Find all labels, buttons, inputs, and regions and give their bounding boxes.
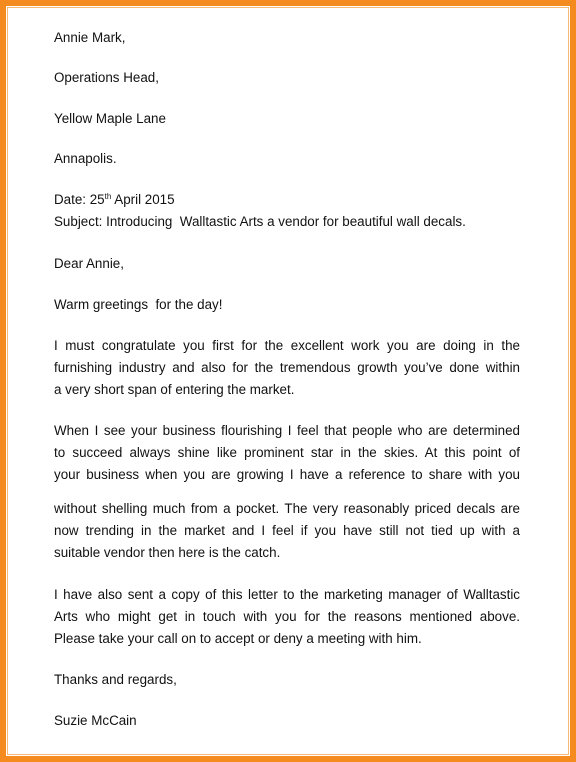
- letter-date: [54, 189, 175, 211]
- paragraph-2-line: your business when you are growing I have a reference to share with you: [54, 467, 520, 482]
- address-street: Yellow Maple Lane: [54, 111, 166, 126]
- paragraph-1-line: I must congratulate you first for the excellent work you are doing in the: [54, 338, 520, 353]
- paragraph-4-line: Please take your call on to accept or deny a meeting with him.: [54, 631, 422, 646]
- greeting: Warm greetings for the day!: [54, 297, 223, 312]
- paragraph-1-line: furnishing industry and also for the tremendous growth you’ve done within: [54, 360, 520, 375]
- paragraph-3-line: suitable vendor then here is the catch.: [54, 545, 281, 560]
- paragraph-2-line: When I see your business flourishing I feel that people who are determined: [54, 423, 520, 438]
- date-suffix: th: [104, 192, 112, 201]
- date-prefix: Date: 25: [54, 192, 105, 207]
- paragraph-4-line: I have also sent a copy of this letter to the marketing manager of Walltastic: [54, 587, 520, 602]
- address-city: Annapolis.: [54, 151, 117, 166]
- recipient-title: Operations Head,: [54, 70, 159, 85]
- paragraph-3-line: without shelling much from a pocket. The very reasonably priced decals are: [54, 501, 520, 516]
- recipient-name: Annie Mark,: [54, 30, 126, 45]
- letter-subject: Subject: Introducing Walltastic Arts a vendor for beautiful wall decals.: [54, 214, 466, 229]
- signature: Suzie McCain: [54, 713, 137, 728]
- paragraph-2: [54, 420, 520, 486]
- salutation: Dear Annie,: [54, 256, 124, 271]
- paragraph-3: [54, 498, 520, 564]
- paragraph-3-line: now trending in the market and I feel if you have still not tied up with a: [54, 523, 520, 538]
- paragraph-4: [54, 584, 520, 650]
- paragraph-1-line: a very short span of entering the market.: [54, 382, 295, 397]
- paragraph-4-line: Arts who might get in touch with you for the reasons mentioned above.: [54, 609, 520, 624]
- date-rest: April 2015: [111, 192, 175, 207]
- paragraph-2-line: to succeed always shine like prominent star in the skies. At this point of: [54, 445, 520, 460]
- paragraph-1: [54, 335, 520, 401]
- closing: Thanks and regards,: [54, 672, 177, 687]
